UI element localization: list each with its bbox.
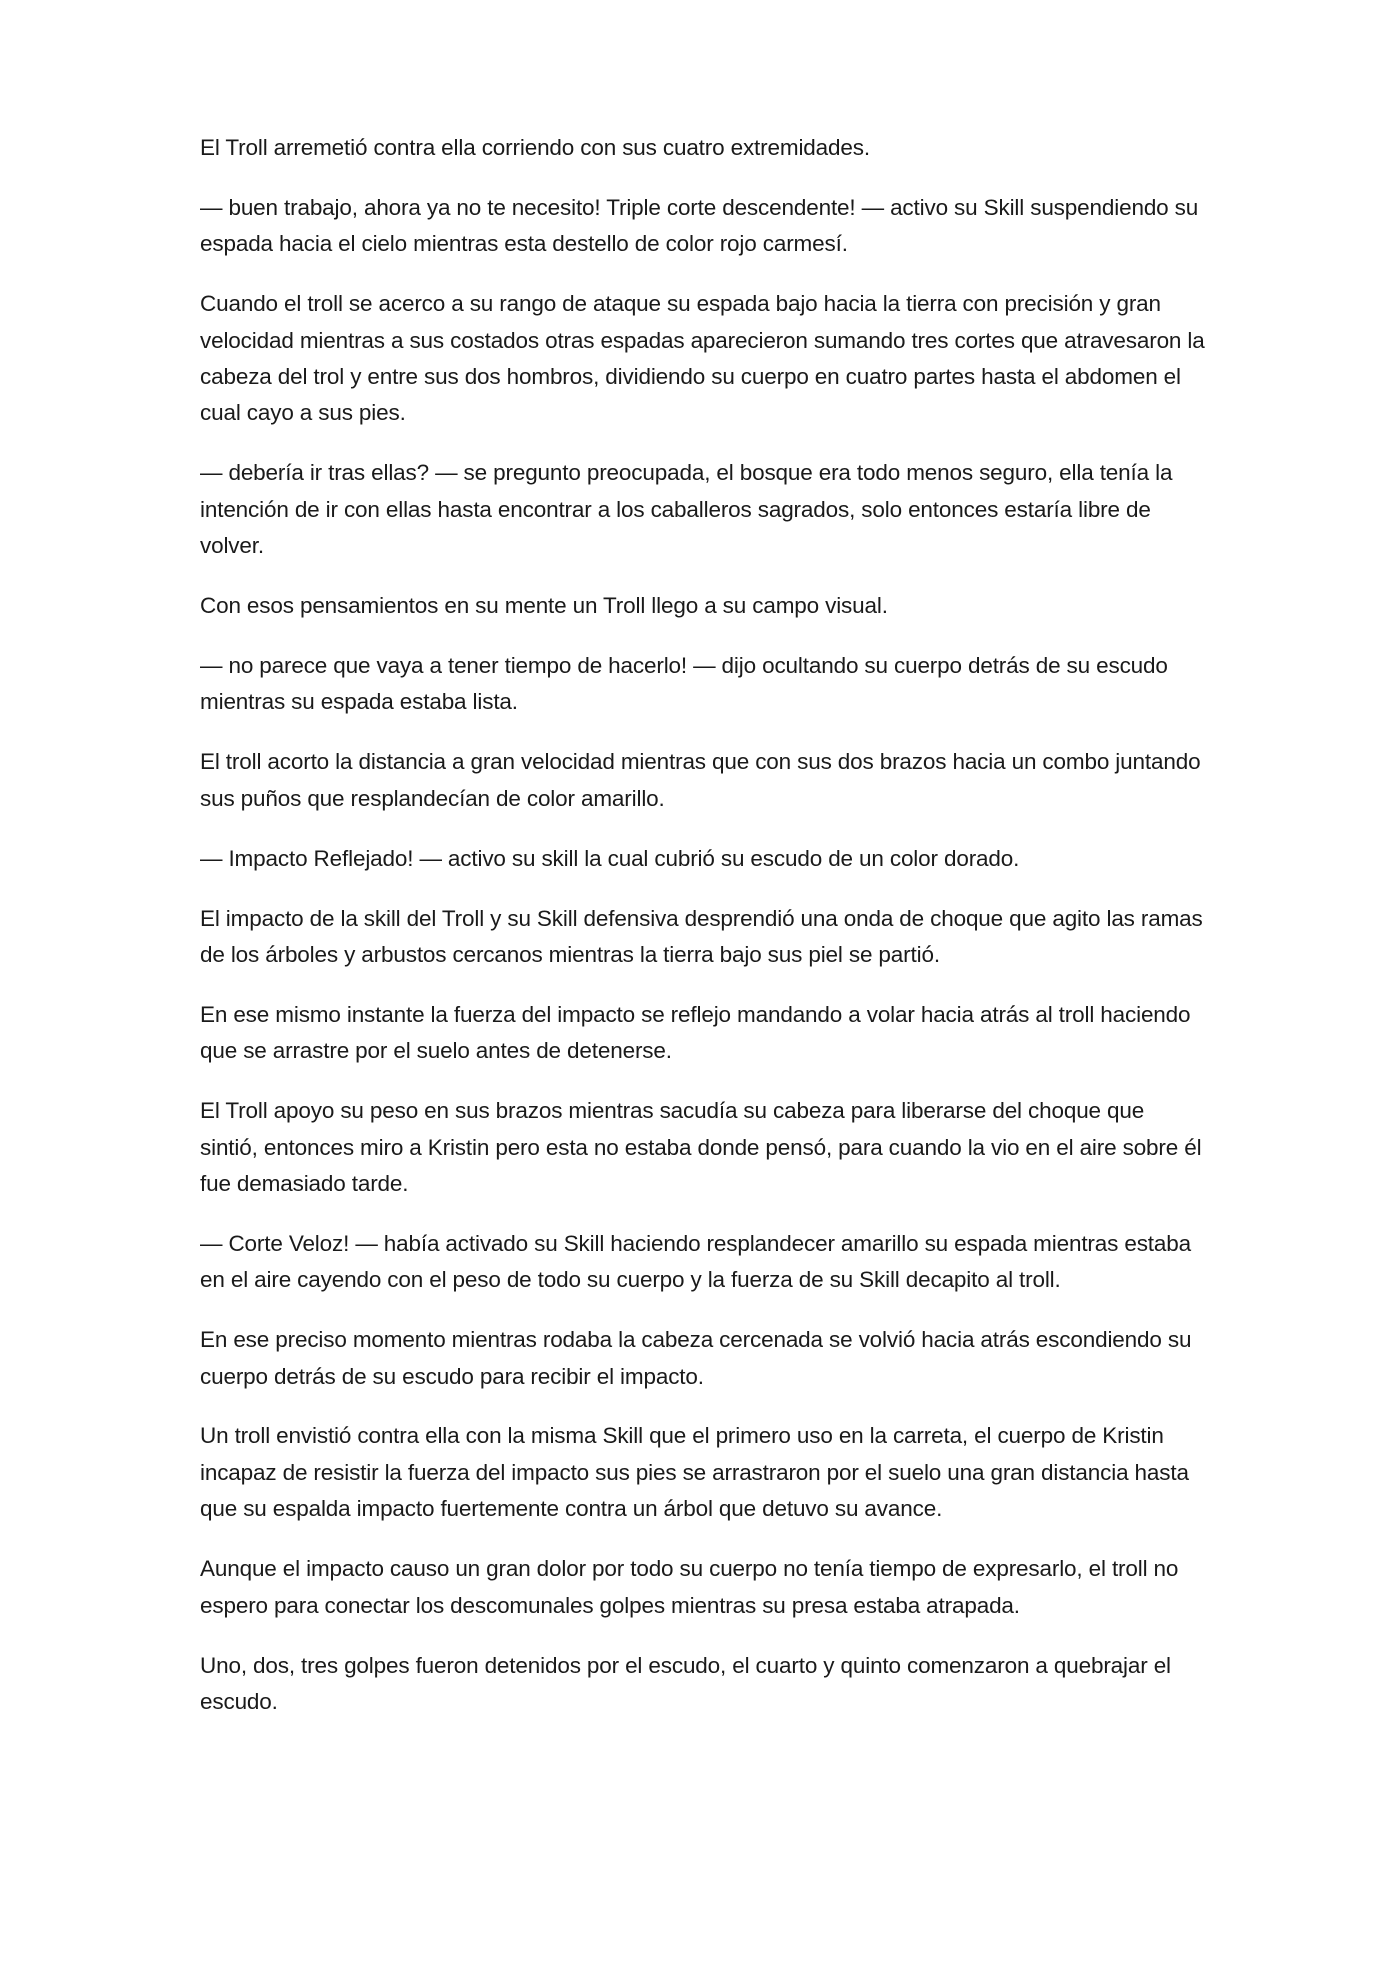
paragraph-3: Cuando el troll se acerco a su rango de ataque su espada bajo hacia la tierra con precisión y gran velocidad mientras a sus costados otras espadas aparecieron sumando tres cortes que atravesaron la cabeza del trol y entre sus dos hombros, dividiendo su cuerpo en cuatro partes hasta el abdomen el cual cayo a sus pies. — [200, 291, 1205, 426]
paragraph-1: El Troll arremetió contra ella corriendo con sus cuatro extremidades. — [200, 135, 870, 160]
paragraph-14: Un troll envistió contra ella con la misma Skill que el primero uso en la carreta, el cuerpo de Kristin incapaz de resistir la fuerza del impacto sus pies se arrastraron por el suelo una gran distancia hasta que su espalda impacto fuertemente contra un árbol que detuvo su avance. — [200, 1423, 1189, 1522]
paragraph-8: — Impacto Reflejado! — activo su skill la cual cubrió su escudo de un color dorado. — [200, 845, 1020, 871]
paragraph-11: El Troll apoyo su peso en sus brazos mientras sacudía su cabeza para liberarse del choque que sintió, entonces miro a Kristin pero esta no estaba donde pensó, para cuando la vio en el aire sobre él fue demasiado tarde. — [200, 1098, 1202, 1196]
paragraph-2: — buen trabajo, ahora ya no te necesito! Triple corte descendente! — activo su Skill suspendiendo su espada hacia el cielo mientras esta destello de color rojo carmesí. — [200, 194, 1199, 257]
document-body — [200, 130, 1205, 1720]
paragraph-5: Con esos pensamientos en su mente un Troll llego a su campo visual. — [200, 593, 888, 619]
paragraph-6: — no parece que vaya a tener tiempo de hacerlo! — dijo ocultando su cuerpo detrás de su escudo mientras su espada estaba lista. — [200, 652, 1168, 715]
paragraph-13: En ese preciso momento mientras rodaba la cabeza cercenada se volvió hacia atrás escondiendo su cuerpo detrás de su escudo para recibir el impacto. — [200, 1327, 1192, 1389]
paragraph-4: — debería ir tras ellas? — se pregunto preocupada, el bosque era todo menos seguro, ella tenía la intención de ir con ellas hasta encontrar a los caballeros sagrados, solo entonces estaría libre de volver. — [200, 460, 1173, 559]
paragraph-15: Aunque el impacto causo un gran dolor por todo su cuerpo no tenía tiempo de expresarlo, el troll no espero para conectar los descomunales golpes mientras su presa estaba atrapada. — [200, 1556, 1179, 1618]
paragraph-10: En ese mismo instante la fuerza del impacto se reflejo mandando a volar hacia atrás al troll haciendo que se arrastre por el suelo antes de detenerse. — [200, 1001, 1191, 1064]
paragraph-9: El impacto de la skill del Troll y su Skill defensiva desprendió una onda de choque que agito las ramas de los árboles y arbustos cercanos mientras la tierra bajo sus piel se partió. — [200, 905, 1203, 967]
paragraph-16: Uno, dos, tres golpes fueron detenidos por el escudo, el cuarto y quinto comenzaron a quebrajar el escudo. — [200, 1652, 1171, 1714]
paragraph-12: — Corte Veloz! — había activado su Skill haciendo resplandecer amarillo su espada mientras estaba en el aire cayendo con el peso de todo su cuerpo y la fuerza de su Skill decapito al troll. — [200, 1230, 1191, 1293]
paragraph-7: El troll acorto la distancia a gran velocidad mientras que con sus dos brazos hacia un combo juntando sus puños que resplandecían de color amarillo. — [200, 749, 1201, 811]
